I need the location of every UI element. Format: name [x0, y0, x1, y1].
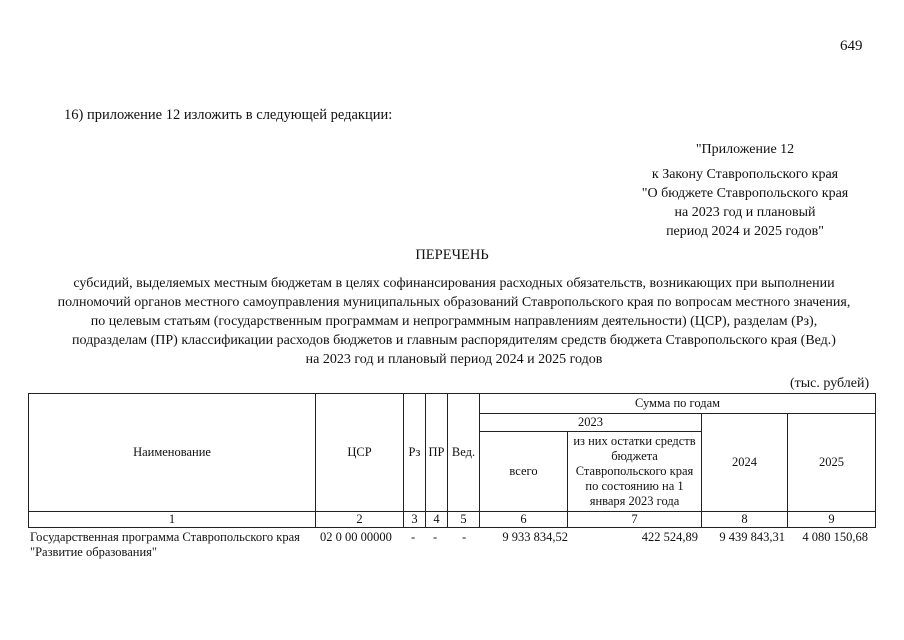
column-number: 5 [448, 512, 480, 528]
header-year-2024: 2024 [702, 414, 788, 512]
column-number: 1 [29, 512, 316, 528]
appendix-line-4: на 2023 год и плановый [674, 205, 816, 220]
document-description [24, 274, 884, 369]
header-remainder: из них остатки средств бюджета Ставропольского края по состоянию на 1 января 2023 года [568, 432, 702, 512]
document-title: ПЕРЕЧЕНЬ [415, 247, 489, 263]
column-number: 3 [404, 512, 426, 528]
header-total: всего [480, 432, 568, 512]
appendix-line-1: "Приложение 12 [695, 142, 795, 157]
row-remainder-2023: 422 524,89 [641, 530, 698, 544]
description-line-5: на 2023 год и плановый период 2024 и 2025 годов [305, 352, 603, 367]
header-ved: Вед. [448, 394, 480, 512]
header-year-2025: 2025 [788, 414, 876, 512]
budget-table [28, 393, 876, 528]
appendix-line-2: к Закону Ставропольского края [651, 167, 839, 182]
column-number: 8 [702, 512, 788, 528]
column-number: 2 [316, 512, 404, 528]
row-rz: - [411, 530, 416, 544]
row-ved: - [462, 530, 467, 544]
row-pr: - [433, 530, 438, 544]
header-csr: ЦСР [316, 394, 404, 512]
header-year-2023: 2023 [480, 414, 702, 432]
row-amount-2025: 4 080 150,68 [802, 530, 868, 544]
header-sum-by-years: Сумма по годам [480, 394, 876, 414]
header-rz: Рз [404, 394, 426, 512]
row-csr: 02 0 00 00000 [320, 530, 392, 544]
column-number: 9 [788, 512, 876, 528]
description-line-3: по целевым статьям (государственным программам и непрограммным направлениям деятельности) (ЦСР), разделам (Рз), [90, 314, 818, 329]
units-label: (тыс. рублей) [790, 376, 870, 391]
description-line-2: полномочий органов местного самоуправления муниципальных образований Ставропольского края по вопросам местного значения, [57, 295, 851, 310]
description-line-4: подразделам (ПР) классификации расходов бюджетов и главным распорядителям средств бюджета Ставропольского края (Вед.) [72, 333, 836, 348]
row-total-2023: 9 933 834,52 [502, 530, 568, 544]
description-line-1: субсидий, выделяемых местным бюджетам в целях софинансирования расходных обязательств, возникающих при выполнении [73, 276, 835, 291]
row-amount-2024: 9 439 843,31 [719, 530, 785, 544]
page-number: 649 [840, 38, 863, 54]
column-number: 4 [426, 512, 448, 528]
column-number: 6 [480, 512, 568, 528]
row-name: Государственная программа Ставропольского края "Развитие образования" [30, 530, 300, 559]
appendix-line-3: "О бюджете Ставропольского края [641, 186, 849, 201]
appendix-caption [620, 140, 870, 241]
header-name: Наименование [29, 394, 316, 512]
column-number: 7 [568, 512, 702, 528]
amendment-instruction: 16) приложение 12 изложить в следующей редакции: [64, 107, 393, 123]
header-pr: ПР [426, 394, 448, 512]
appendix-line-5: период 2024 и 2025 годов" [666, 224, 824, 239]
